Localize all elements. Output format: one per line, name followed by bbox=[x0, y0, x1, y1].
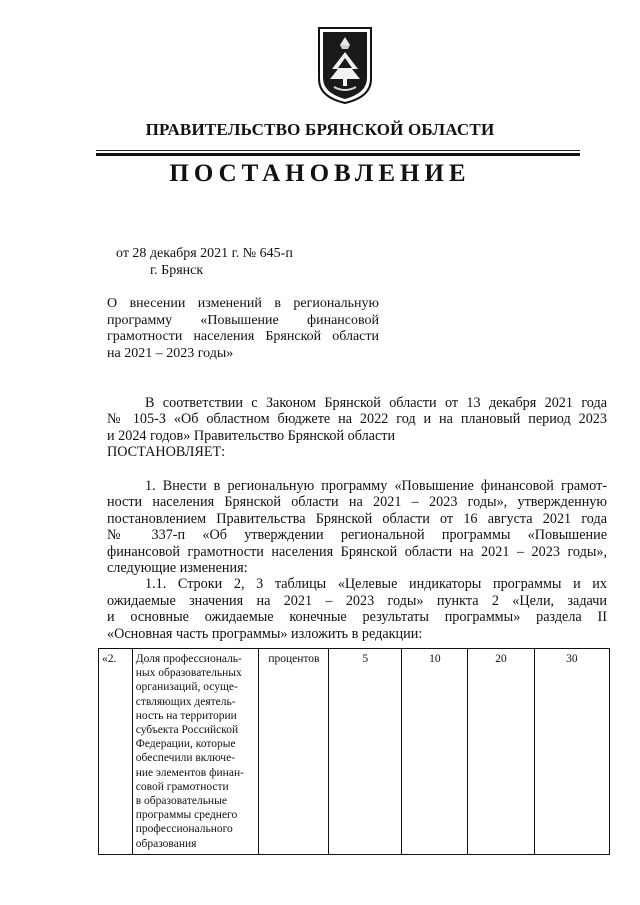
preamble-line: № 105-З «Об областном бюджете на 2022 год и на плановый период 2023 bbox=[107, 411, 607, 428]
indicator-name-line: ние элементов финан- bbox=[135, 766, 244, 779]
indicator-name-line: ных образовательных bbox=[135, 667, 242, 680]
indicator-name-line: образования bbox=[135, 837, 197, 850]
row-number: «2. bbox=[99, 649, 133, 855]
document-subject bbox=[107, 296, 379, 362]
indicator-name-line: субъекта Российской bbox=[135, 724, 239, 737]
subject-line: программу «Повышение финансовой bbox=[107, 312, 379, 328]
indicator-name-line: в образовательные bbox=[135, 795, 227, 808]
indicator-name bbox=[132, 649, 259, 855]
clause-line: финансовой грамотности населения Брянской области на 2021 – 2023 годы», bbox=[107, 543, 607, 560]
date-number: от 28 декабря 2021 г. № 645-п bbox=[116, 246, 293, 261]
subject-line: на 2021 – 2023 годы» bbox=[107, 345, 234, 361]
indicator-name-line: ность на территории bbox=[135, 709, 237, 722]
clause-line: 1.1. Строки 2, 3 таблицы «Целевые индикаторы программы и их bbox=[145, 576, 607, 593]
city: г. Брянск bbox=[150, 263, 204, 278]
preamble bbox=[107, 395, 607, 461]
value-2023-cell: 30 bbox=[534, 649, 609, 855]
preamble-line: ПОСТАНОВЛЯЕТ: bbox=[107, 444, 226, 461]
value-2022-cell: 20 bbox=[468, 649, 534, 855]
clause-line: ожидаемые значения на 2021 – 2023 годы» пункта 2 «Цели, задачи bbox=[107, 592, 607, 609]
indicator-name-line: Федерации, которые bbox=[135, 738, 236, 751]
indicator-name-line: профессионального bbox=[135, 823, 233, 836]
base-value-cell: 5 bbox=[329, 649, 402, 855]
clauses bbox=[107, 478, 607, 642]
government-name: ПРАВИТЕЛЬСТВО БРЯНСКОЙ ОБЛАСТИ bbox=[145, 120, 495, 139]
clause-line: следующие изменения: bbox=[107, 560, 248, 577]
indicator-name-line: обеспечили включе- bbox=[135, 752, 235, 765]
indicator-name-line: организаций, осуще- bbox=[135, 681, 238, 694]
header-rule-thick bbox=[96, 153, 580, 156]
table-row bbox=[99, 649, 610, 855]
indicator-name-line: Доля профессиональ- bbox=[135, 653, 242, 665]
indicator-name-line: ствляющих деятель- bbox=[135, 695, 236, 708]
indicator-name-line: программы среднего bbox=[135, 809, 238, 822]
clause-line: постановлением Правительства Брянской области от 16 августа 2021 года bbox=[107, 510, 607, 527]
unit-cell: процентов bbox=[259, 649, 329, 855]
document-type-title: ПОСТАНОВЛЕНИЕ bbox=[169, 160, 471, 187]
subject-line: грамотности населения Брянской области bbox=[107, 329, 379, 344]
indicators-table bbox=[98, 648, 610, 855]
preamble-line: В соответствии с Законом Брянской области от 13 декабря 2021 года bbox=[145, 395, 607, 411]
value-2021-cell: 10 bbox=[402, 649, 468, 855]
header-rule-thin bbox=[96, 150, 580, 151]
preamble-line: и 2024 годов» Правительство Брянской области bbox=[107, 427, 396, 444]
clause-line: и основные ожидаемые конечные результаты программы» раздела II bbox=[107, 609, 607, 626]
coat-of-arms-icon bbox=[316, 25, 374, 105]
clause-line: № 337-п «Об утверждении региональной программы «Повышение bbox=[107, 527, 607, 544]
indicator-name-line: совой грамотности bbox=[135, 780, 229, 793]
clause-line: ности населения Брянской области на 2021 – 2023 годы», утвержденную bbox=[107, 494, 607, 511]
clause-line: 1. Внести в региональную программу «Повышение финансовой грамот- bbox=[145, 478, 607, 494]
clause-line: «Основная часть программы» изложить в редакции: bbox=[107, 625, 423, 642]
subject-line: О внесении изменений в региональную bbox=[107, 296, 379, 311]
